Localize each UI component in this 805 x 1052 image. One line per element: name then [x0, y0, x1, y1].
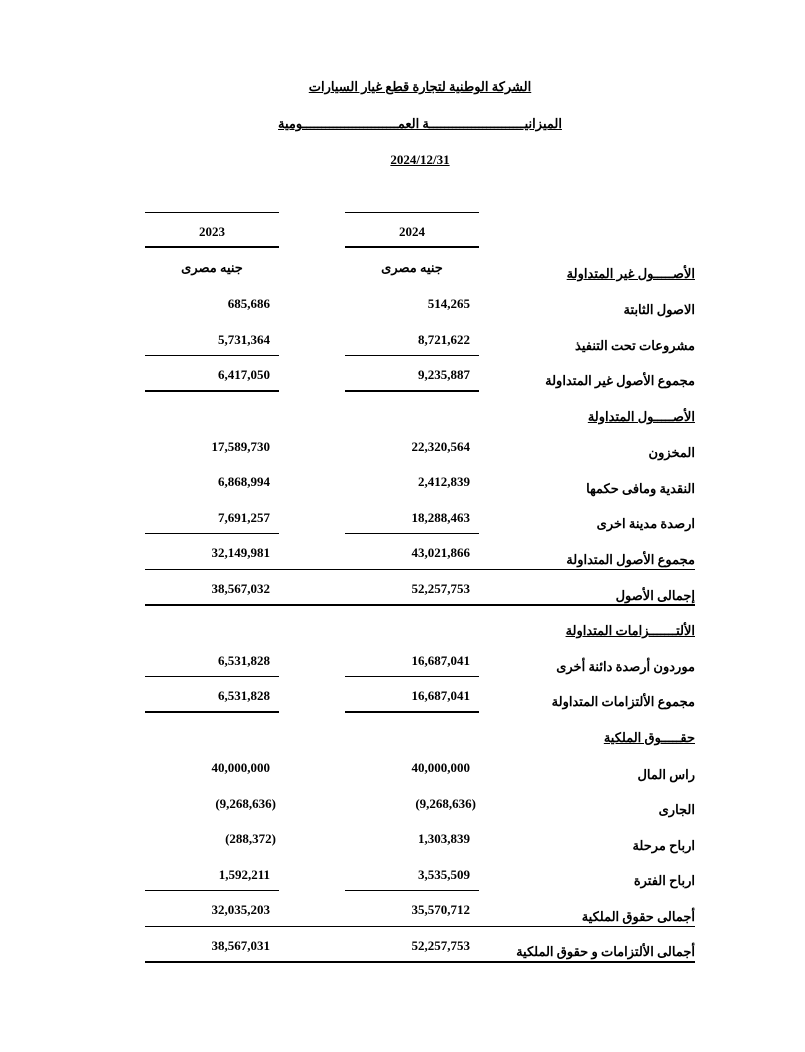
- row-label-total-liabilities-equity: أجمالى الألتزامات و حقوق الملكية: [516, 944, 695, 959]
- rule: [145, 711, 279, 713]
- rule: [145, 926, 695, 927]
- section-current-liabilities: الألتـــــــزامات المتداولة: [565, 623, 695, 638]
- cell-2023-other-debtors: 7,691,257: [218, 510, 270, 525]
- col-2023-header-rule: [145, 246, 279, 248]
- cell-2023-total-liabilities-equity: 38,567,031: [211, 938, 270, 953]
- cell-2023-total-equity: 32,035,203: [211, 902, 270, 917]
- row-label-total-current-liabilities: مجموع الألتزامات المتداولة: [551, 694, 695, 709]
- cell-2024-total-current-liabilities: 16,687,041: [411, 688, 470, 703]
- cell-2023-projects-in-progress: 5,731,364: [218, 332, 270, 347]
- cell-2024-current-account: (9,268,636): [415, 796, 476, 811]
- cell-2024-projects-in-progress: 8,721,622: [418, 332, 470, 347]
- cell-2024-cash: 2,412,839: [418, 474, 470, 489]
- cell-2023-cash: 6,868,994: [218, 474, 270, 489]
- cell-2024-total-current-assets: 43,021,866: [411, 545, 470, 560]
- rule: [345, 676, 479, 677]
- col-2024-top-rule: [345, 212, 479, 213]
- cell-2023-total-current-assets: 32,149,981: [211, 545, 270, 560]
- cell-2023-suppliers: 6,531,828: [218, 653, 270, 668]
- row-label-fixed-assets: الاصول الثابتة: [623, 302, 695, 317]
- cell-2024-inventory: 22,320,564: [411, 439, 470, 454]
- rule: [345, 355, 479, 356]
- cell-2024-suppliers: 16,687,041: [411, 653, 470, 668]
- row-label-projects-in-progress: مشروعات تحت التنفيذ: [575, 338, 695, 353]
- section-current-assets: الأصـــــول المتداولة: [587, 409, 695, 424]
- company-name: الشركة الوطنية لتجارة قطع غيار السيارات: [308, 79, 532, 94]
- year-2023-header: 2023: [199, 224, 225, 239]
- row-label-total-equity: أجمالى حقوق الملكية: [581, 909, 695, 924]
- rule: [145, 390, 279, 392]
- cell-2023-capital: 40,000,000: [211, 760, 270, 775]
- row-label-capital: راس المال: [637, 767, 695, 782]
- cell-2023-total-current-liabilities: 6,531,828: [218, 688, 270, 703]
- row-label-cash: النقدية ومافى حكمها: [586, 481, 695, 496]
- rule: [145, 533, 279, 534]
- cell-2024-period-profit: 3,535,509: [418, 867, 470, 882]
- col-2024-header-rule: [345, 246, 479, 248]
- section-non-current-assets: الأصـــــول غير المتداولة: [566, 266, 695, 281]
- year-2024-header: 2024: [399, 224, 425, 239]
- currency-2024: جنيه مصرى: [381, 260, 443, 275]
- rule: [145, 604, 695, 606]
- col-2023-top-rule: [145, 212, 279, 213]
- cell-2023-retained-earnings: (288,372): [225, 831, 276, 846]
- rule: [345, 711, 479, 713]
- rule: [145, 676, 279, 677]
- row-label-current-account: الجارى: [658, 802, 695, 817]
- cell-2023-current-account: (9,268,636): [215, 796, 276, 811]
- row-label-retained-earnings: ارباح مرحلة: [632, 838, 695, 853]
- row-label-total-assets: إجمالى الأصول: [615, 588, 695, 603]
- cell-2024-total-assets: 52,257,753: [411, 581, 470, 596]
- rule: [145, 890, 279, 891]
- statement-date: 2024/12/31: [390, 152, 450, 167]
- cell-2023-total-non-current-assets: 6,417,050: [218, 367, 270, 382]
- cell-2023-inventory: 17,589,730: [211, 439, 270, 454]
- row-label-other-debtors: ارصدة مدينة اخرى: [596, 516, 695, 531]
- cell-2023-total-assets: 38,567,032: [211, 581, 270, 596]
- cell-2024-total-non-current-assets: 9,235,887: [418, 367, 470, 382]
- cell-2024-fixed-assets: 514,265: [427, 296, 470, 311]
- cell-2024-total-liabilities-equity: 52,257,753: [411, 938, 470, 953]
- rule: [145, 569, 695, 570]
- cell-2023-period-profit: 1,592,211: [218, 867, 270, 882]
- rule: [145, 355, 279, 356]
- row-label-total-non-current-assets: مجموع الأصول غير المتداولة: [545, 373, 695, 388]
- currency-2023: جنيه مصرى: [181, 260, 243, 275]
- rule: [345, 533, 479, 534]
- cell-2024-other-debtors: 18,288,463: [411, 510, 470, 525]
- row-label-period-profit: ارباح الفترة: [633, 873, 695, 888]
- section-equity: حقـــــوق الملكية: [603, 730, 695, 745]
- rule: [345, 890, 479, 891]
- statement-title: الميزانيـــــــــــــــــــــــــة العمـــــــــــــــــــــــــومية: [278, 116, 562, 131]
- cell-2024-total-equity: 35,570,712: [411, 902, 470, 917]
- cell-2023-fixed-assets: 685,686: [227, 296, 270, 311]
- row-label-suppliers: موردون أرصدة دائنة أخرى: [556, 659, 695, 674]
- cell-2024-retained-earnings: 1,303,839: [418, 831, 470, 846]
- row-label-total-current-assets: مجموع الأصول المتداولة: [566, 552, 695, 567]
- row-label-inventory: المخزون: [648, 445, 695, 460]
- rule: [145, 961, 695, 963]
- cell-2024-capital: 40,000,000: [411, 760, 470, 775]
- rule: [345, 390, 479, 392]
